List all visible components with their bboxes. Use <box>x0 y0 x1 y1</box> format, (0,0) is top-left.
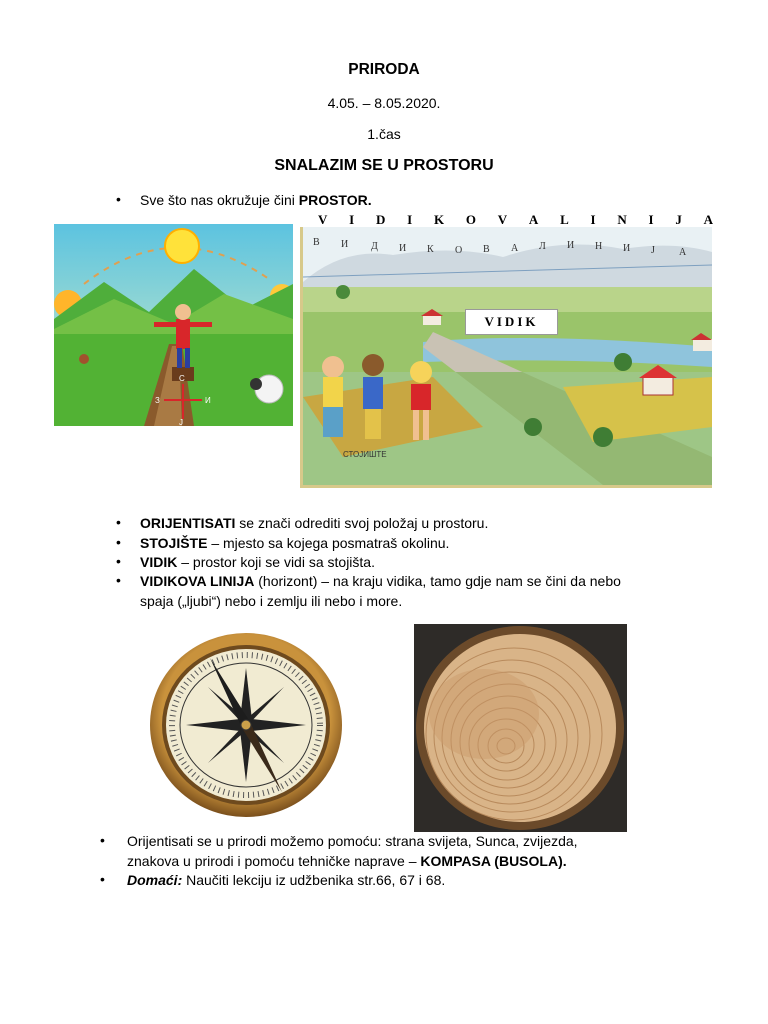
svg-text:И: И <box>341 239 349 250</box>
orientation-line-1: Orijentisati se u prirodi možemo pomoću: strana svijeta, Sunca, zvijezda, <box>127 833 578 849</box>
bullet-icon: • <box>116 514 121 530</box>
svg-text:В: В <box>313 237 320 248</box>
stojiste-label: СТОЈИШТЕ <box>343 450 387 459</box>
intro-bold: PROSTOR. <box>298 192 372 208</box>
compass-west-label: З <box>155 396 160 405</box>
svg-text:А: А <box>679 247 687 258</box>
horizon-letter: I <box>407 212 413 227</box>
horizon-illustration <box>300 227 712 488</box>
bullet-icon: • <box>116 572 121 588</box>
date-range: 4.05. – 8.05.2020. <box>327 95 441 111</box>
orientation-text: znakova u prirodi i pomoću tehničke naprave – <box>127 853 421 869</box>
lesson-number: 1.čas <box>367 126 401 142</box>
compass-south-label: Ј <box>179 418 183 426</box>
vidik-label: VIDIK <box>465 309 558 335</box>
tree-stump-icon <box>414 624 627 832</box>
svg-text:Ј: Ј <box>651 245 655 256</box>
definition-text: – mjesto sa kojega posmatraš okolinu. <box>207 535 450 551</box>
definition-item <box>140 534 449 553</box>
bullet-icon: • <box>116 191 121 207</box>
definition-text: spaja („ljubi“) nebo i zemlju ili nebo i more. <box>140 593 403 609</box>
tree-rings-photo <box>414 624 627 832</box>
orientation-illustration <box>54 224 293 426</box>
definition-term: VIDIK <box>140 554 178 570</box>
definition-term: VIDIKOVA LINIJA <box>140 573 255 589</box>
orientation-drawing <box>54 224 293 426</box>
horizon-letter: V <box>497 212 508 227</box>
horizon-letter: I <box>349 212 355 227</box>
horizon-letter: N <box>617 212 627 227</box>
svg-text:К: К <box>427 244 434 255</box>
page-title: PRIRODA <box>348 61 420 78</box>
definition-text: se znači odrediti svoj položaj u prostoru. <box>235 515 489 531</box>
homework-text: Naučiti lekciju iz udžbenika str.66, 67 i 68. <box>182 872 446 888</box>
compass-term: KOMPASA (BUSOLA). <box>420 853 567 869</box>
sun-icon <box>165 229 199 263</box>
bullet-icon: • <box>116 553 121 569</box>
definition-term: ORIJENTISATI <box>140 515 236 531</box>
svg-text:Д: Д <box>371 241 378 252</box>
bullet-icon: • <box>100 832 105 848</box>
bullet-icon: • <box>116 534 121 550</box>
compass-photo <box>148 630 344 820</box>
definition-continuation <box>140 592 402 611</box>
horizon-letter: I <box>648 212 654 227</box>
horizon-letter: O <box>465 212 476 227</box>
horizon-letter: I <box>590 212 596 227</box>
compass-north-label: С <box>179 374 185 383</box>
definition-text: (horizont) – na kraju vidika, tamo gdje nam se čini da nebo <box>254 573 621 589</box>
svg-text:И: И <box>567 240 575 251</box>
horizon-letter: K <box>433 212 445 227</box>
intro-text: Sve što nas okružuje čini <box>140 192 299 208</box>
svg-text:И: И <box>399 243 407 254</box>
homework-label: Domaći: <box>127 872 183 888</box>
definition-term: STOJIŠTE <box>140 535 208 551</box>
svg-text:Л: Л <box>539 241 546 252</box>
compass-icon <box>148 630 344 820</box>
svg-text:И: И <box>623 243 631 254</box>
lesson-heading: SNALAZIM SE U PROSTORU <box>274 157 494 174</box>
orientation-line-2 <box>127 852 567 871</box>
svg-text:В: В <box>483 244 490 255</box>
intro-line <box>140 191 372 210</box>
horizon-drawing <box>303 227 712 485</box>
definition-item <box>140 514 488 533</box>
horizon-letter: A <box>703 212 713 227</box>
svg-text:О: О <box>455 245 463 256</box>
svg-text:Н: Н <box>595 241 603 252</box>
homework-line <box>127 871 445 890</box>
horizon-letter: L <box>560 212 569 227</box>
definition-item <box>140 553 375 572</box>
horizon-letter: J <box>675 212 682 227</box>
definition-item <box>140 572 621 591</box>
horizon-letters <box>318 212 713 228</box>
svg-text:А: А <box>511 243 519 254</box>
bullet-icon: • <box>100 871 105 887</box>
compass-east-label: И <box>205 396 211 405</box>
horizon-letter: V <box>318 212 328 227</box>
horizon-letter: A <box>528 212 539 227</box>
definition-text: – prostor koji se vidi sa stojišta. <box>177 554 375 570</box>
horizon-letter: D <box>375 212 386 227</box>
